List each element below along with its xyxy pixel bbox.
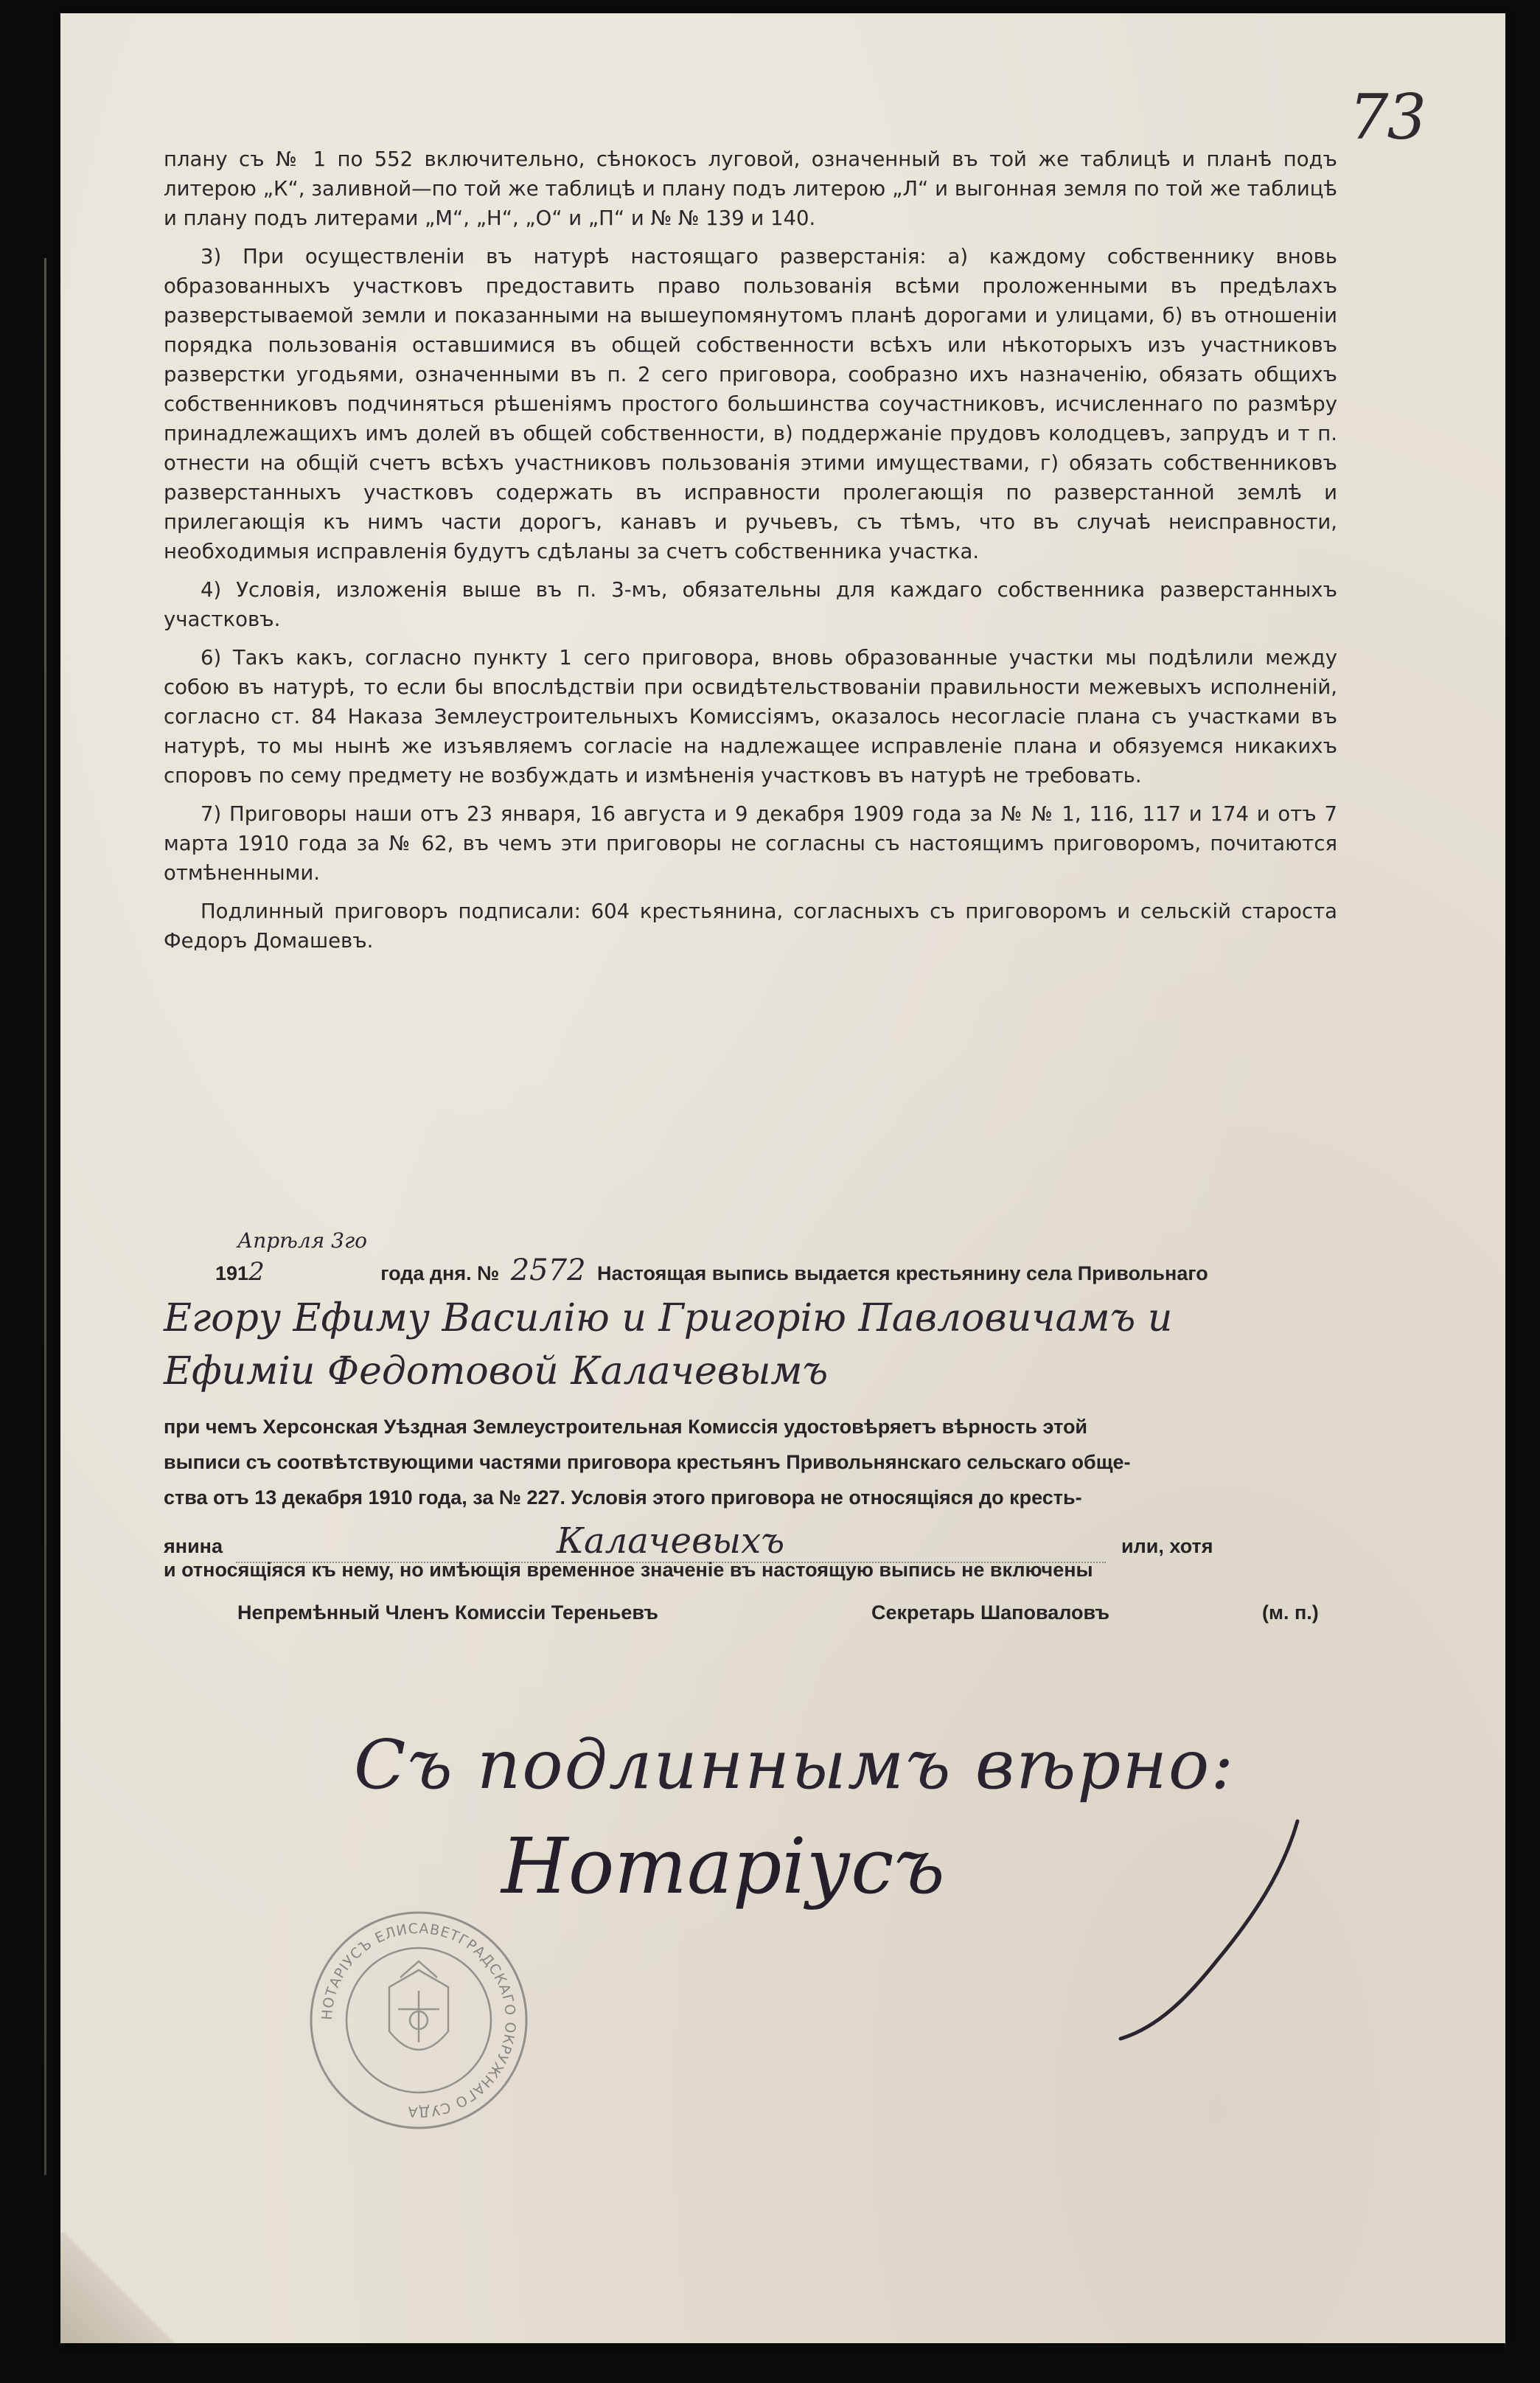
- signature-flourish: [1106, 1814, 1327, 2050]
- notary-signature: Нотаріусъ: [501, 1821, 945, 1911]
- handwritten-names-line-1: Егору Ефиму Василію и Григорію Павловичамъ и: [164, 1296, 1173, 1340]
- extract-line-4: [164, 1520, 1337, 1563]
- folded-corner: [60, 2233, 201, 2343]
- paragraph-3: 3) При осуществленіи въ натурѣ настоящаго разверстанія: а) каждому собственнику вновь образованныхъ участковъ предоставить право пользованія всѣми проложенными въ предѣлахъ разверстываемой земли и показанными на вышеупомянутомъ планѣ дорогами и улицами, б) въ отношеніи порядка пользованія оставшимися въ общей собственности всѣхъ или нѣкоторыхъ изъ участниковъ разверстки угодьями, означенными въ п. 2 сего приговора, сообразно ихъ назначенію, обязать общихъ собственниковъ подчиняться рѣшеніямъ простого большинства соучастниковъ, исчисленнаго по размѣру принадлежащихъ имъ долей въ общей собственности, в) поддержаніе прудовъ колодцевъ, запрудъ и т п. отнести на общій счетъ всѣхъ участниковъ пользованія этими имуществами, г) обязать собственниковъ разверстанныхъ участковъ содержать въ исправности пролегающія по разверстанной землѣ и прилегающія къ нимъ части дорогъ, канавъ и ручьевъ, съ тѣмъ, что въ случаѣ неисправности, необходимыя исправленія будутъ сдѣланы за счетъ собственника участка.: [164, 245, 1337, 563]
- year-prefix: 191: [215, 1262, 249, 1284]
- extract-line-5: и относящіяся къ нему, но имѣющія временное значеніе въ настоящую выпись не включены: [164, 1559, 1093, 1581]
- handwritten-extract-number: 2572: [510, 1253, 586, 1287]
- extract-intro: Настоящая выпись выдается крестьянину села Привольнаго: [597, 1262, 1208, 1284]
- commission-secretary: Секретарь Шаповаловъ: [871, 1601, 1110, 1624]
- handwritten-date: Апрѣля 3го: [237, 1228, 367, 1253]
- paragraph-6: 6) Такъ какъ, согласно пункту 1 сего приговора, вновь образованные участки мы подѣлили между собою въ натурѣ, то если бы впослѣдствіи при освидѣтельствованіи правильности межевыхъ исполненій, согласно ст. 84 Наказа Землеустроительныхъ Комиссіямъ, оказалось несогласіе плана съ участками въ натурѣ, то мы нынѣ же изъявляемъ согласіе на надлежащее исправленіе плана и обязуемся никакихъ споровъ по сему предмету не возбуждать и измѣненія участковъ въ натурѣ не требовать.: [164, 646, 1337, 787]
- seal-place-mark: (м. п.): [1262, 1601, 1319, 1624]
- paragraph-7: 7) Приговоры наши отъ 23 января, 16 августа и 9 декабря 1909 года за № № 1, 116, 117 и 174 и отъ 7 марта 1910 года за № 62, въ чемъ эти приговоры не согласны съ настоящимъ приговоромъ, почитаются отмѣненными.: [164, 802, 1337, 885]
- handwritten-year-digit: 2: [248, 1257, 265, 1287]
- handwritten-page-number: 73: [1349, 81, 1425, 153]
- handwritten-certification: Съ подлиннымъ вѣрно:: [354, 1725, 1236, 1804]
- extract-line-1: при чемъ Херсонская Уѣздная Землеустроительная Комиссія удостовѣряетъ вѣрность этой: [164, 1416, 1088, 1438]
- resolution-body: [164, 145, 1337, 964]
- paragraph-plan: плану съ № 1 по 552 включительно, сѣнокосъ луговой, означенный въ той же таблицѣ и планѣ подъ литерою „К“, заливной—по той же таблицѣ и плану подъ литерою „Л“ и выгонная земля по той же таблицѣ и плану подъ литерами „М“, „Н“, „О“ и „П“ и № № 139 и 140.: [164, 147, 1337, 230]
- handwritten-names-line-2: Ефиміи Федотовой Калачевымъ: [164, 1349, 829, 1394]
- year-label: года дня. №: [380, 1262, 500, 1284]
- commission-member: Непремѣнный Членъ Комиссіи Тереньевъ: [237, 1601, 658, 1624]
- line-4-start: янина: [164, 1535, 223, 1557]
- handwritten-surname: Калачевыхъ: [556, 1520, 785, 1562]
- binding-string: [44, 258, 46, 2175]
- surname-fill-line: [236, 1520, 1106, 1563]
- extract-line-3: ства отъ 13 декабря 1910 года, за № 227. Условія этого приговора не относящіяся до кресть-: [164, 1486, 1082, 1509]
- extract-header-line: [215, 1228, 1208, 1287]
- svg-text:НОТАРІУСЪ ЕЛИСАВЕТГРАДСКАГО ОК: НОТАРІУСЪ ЕЛИСАВЕТГРАДСКАГО ОКРУЖНАГО СУДА: [318, 1920, 519, 2121]
- notary-seal-stamp: [308, 1910, 529, 2131]
- paragraph-4: 4) Условія, изложенія выше въ п. 3-мъ, обязательны для каждаго собственника разверстанныхъ участковъ.: [164, 578, 1337, 631]
- line-4-end: или, хотя: [1121, 1535, 1213, 1557]
- extract-line-2: выписи съ соотвѣтствующими частями приговора крестьянъ Привольнянскаго сельскаго обще-: [164, 1451, 1131, 1473]
- signatories-paragraph: Подлинный приговоръ подписали: 604 крестьянина, согласныхъ съ приговоромъ и сельскій староста Федоръ Домашевъ.: [164, 900, 1337, 953]
